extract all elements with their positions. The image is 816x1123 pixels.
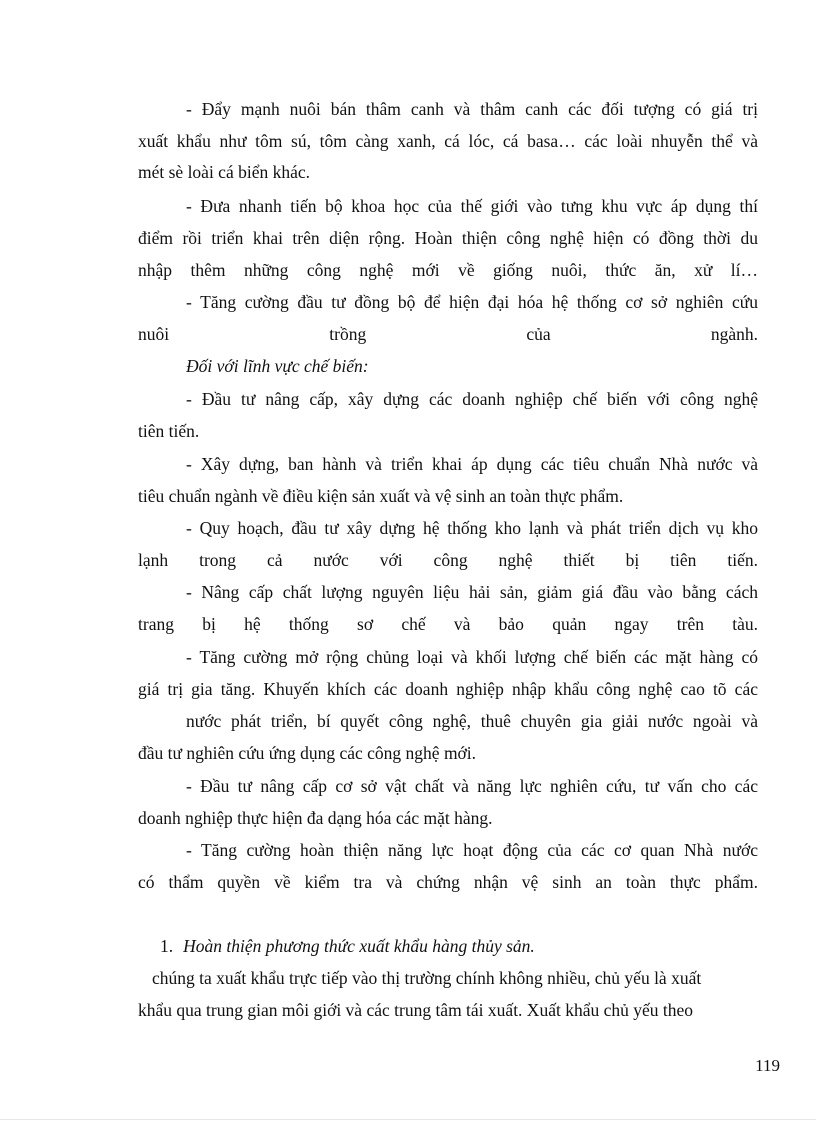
text-line: có thẩm quyền về kiểm tra và chứng nhận vệ sinh an toàn thực phẩm.: [138, 872, 758, 892]
text-line: tiên tiến.: [138, 421, 200, 441]
heading-number: 1.: [160, 936, 174, 956]
text-line: - Đầu tư nâng cấp cơ sở vật chất và năng lực nghiên cứu, tư vấn cho các: [186, 776, 758, 796]
text-line: - Tăng cường mở rộng chủng loại và khối lượng chế biến các mặt hàng có: [186, 647, 758, 667]
text-line: nước phát triển, bí quyết công nghệ, thuê chuyên gia giải nước ngoài và: [186, 711, 758, 731]
text-line: khẩu qua trung gian môi giới và các trung tâm tái xuất. Xuất khẩu chủ yếu theo: [138, 1000, 694, 1020]
text-line: chúng ta xuất khẩu trực tiếp vào thị trường chính không nhiều, chủ yếu là xuất: [152, 968, 702, 988]
text-line: - Quy hoạch, đầu tư xây dựng hệ thống kho lạnh và phát triển dịch vụ kho: [186, 518, 758, 538]
text-line: - Xây dựng, ban hành và triển khai áp dụng các tiêu chuẩn Nhà nước và: [186, 454, 758, 474]
page-number: 119: [755, 1056, 780, 1075]
text-line: - Tăng cường hoàn thiện năng lực hoạt động của các cơ quan Nhà nước: [186, 840, 758, 860]
text-line: tiêu chuẩn ngành về điều kiện sản xuất và vệ sinh an toàn thực phẩm.: [138, 486, 624, 506]
text-line: giá trị gia tăng. Khuyến khích các doanh nghiệp nhập khẩu công nghệ cao tõ các: [138, 679, 758, 699]
page-bottom-edge: [0, 1119, 816, 1120]
text-line: - Đưa nhanh tiến bộ khoa học của thế giới vào tưng khu vực áp dụng thí: [186, 196, 758, 216]
text-line: lạnh trong cả nước với công nghệ thiết bị tiên tiến.: [138, 550, 758, 570]
text-line: xuất khẩu như tôm sú, tôm càng xanh, cá lóc, cá basa… các loài nhuyễn thể và: [138, 131, 758, 151]
text-line: nhập thêm những công nghệ mới về giống nuôi, thức ăn, xử lí…: [138, 260, 758, 280]
text-line: - Tăng cường đầu tư đồng bộ để hiện đại hóa hệ thống cơ sở nghiên cứu: [186, 292, 758, 312]
text-line: nuôi trồng của ngành.: [138, 324, 758, 344]
heading-title: Hoàn thiện phương thức xuất khẩu hàng thủy sản.: [183, 936, 535, 956]
text-line: - Đầu tư nâng cấp, xây dựng các doanh nghiệp chế biến với công nghệ: [186, 389, 758, 409]
text-line: mét sè loài cá biển khác.: [138, 162, 311, 182]
text-line: trang bị hệ thống sơ chế và bảo quản ngay trên tàu.: [138, 614, 758, 634]
text-line: doanh nghiệp thực hiện đa dạng hóa các mặt hàng.: [138, 808, 493, 828]
text-line: điểm rồi triển khai trên diện rộng. Hoàn thiện công nghệ hiện có đồng thời du: [138, 228, 758, 248]
text-line: đầu tư nghiên cứu ứng dụng các công nghệ mới.: [138, 743, 477, 763]
section-subheading: Đối với lĩnh vực chế biến:: [186, 356, 369, 376]
section-heading: [160, 934, 760, 958]
text-line: - Nâng cấp chất lượng nguyên liệu hải sản, giảm giá đầu vào bằng cách: [186, 582, 758, 602]
text-line: - Đẩy mạnh nuôi bán thâm canh và thâm canh các đối tượng có giá trị: [186, 99, 758, 119]
